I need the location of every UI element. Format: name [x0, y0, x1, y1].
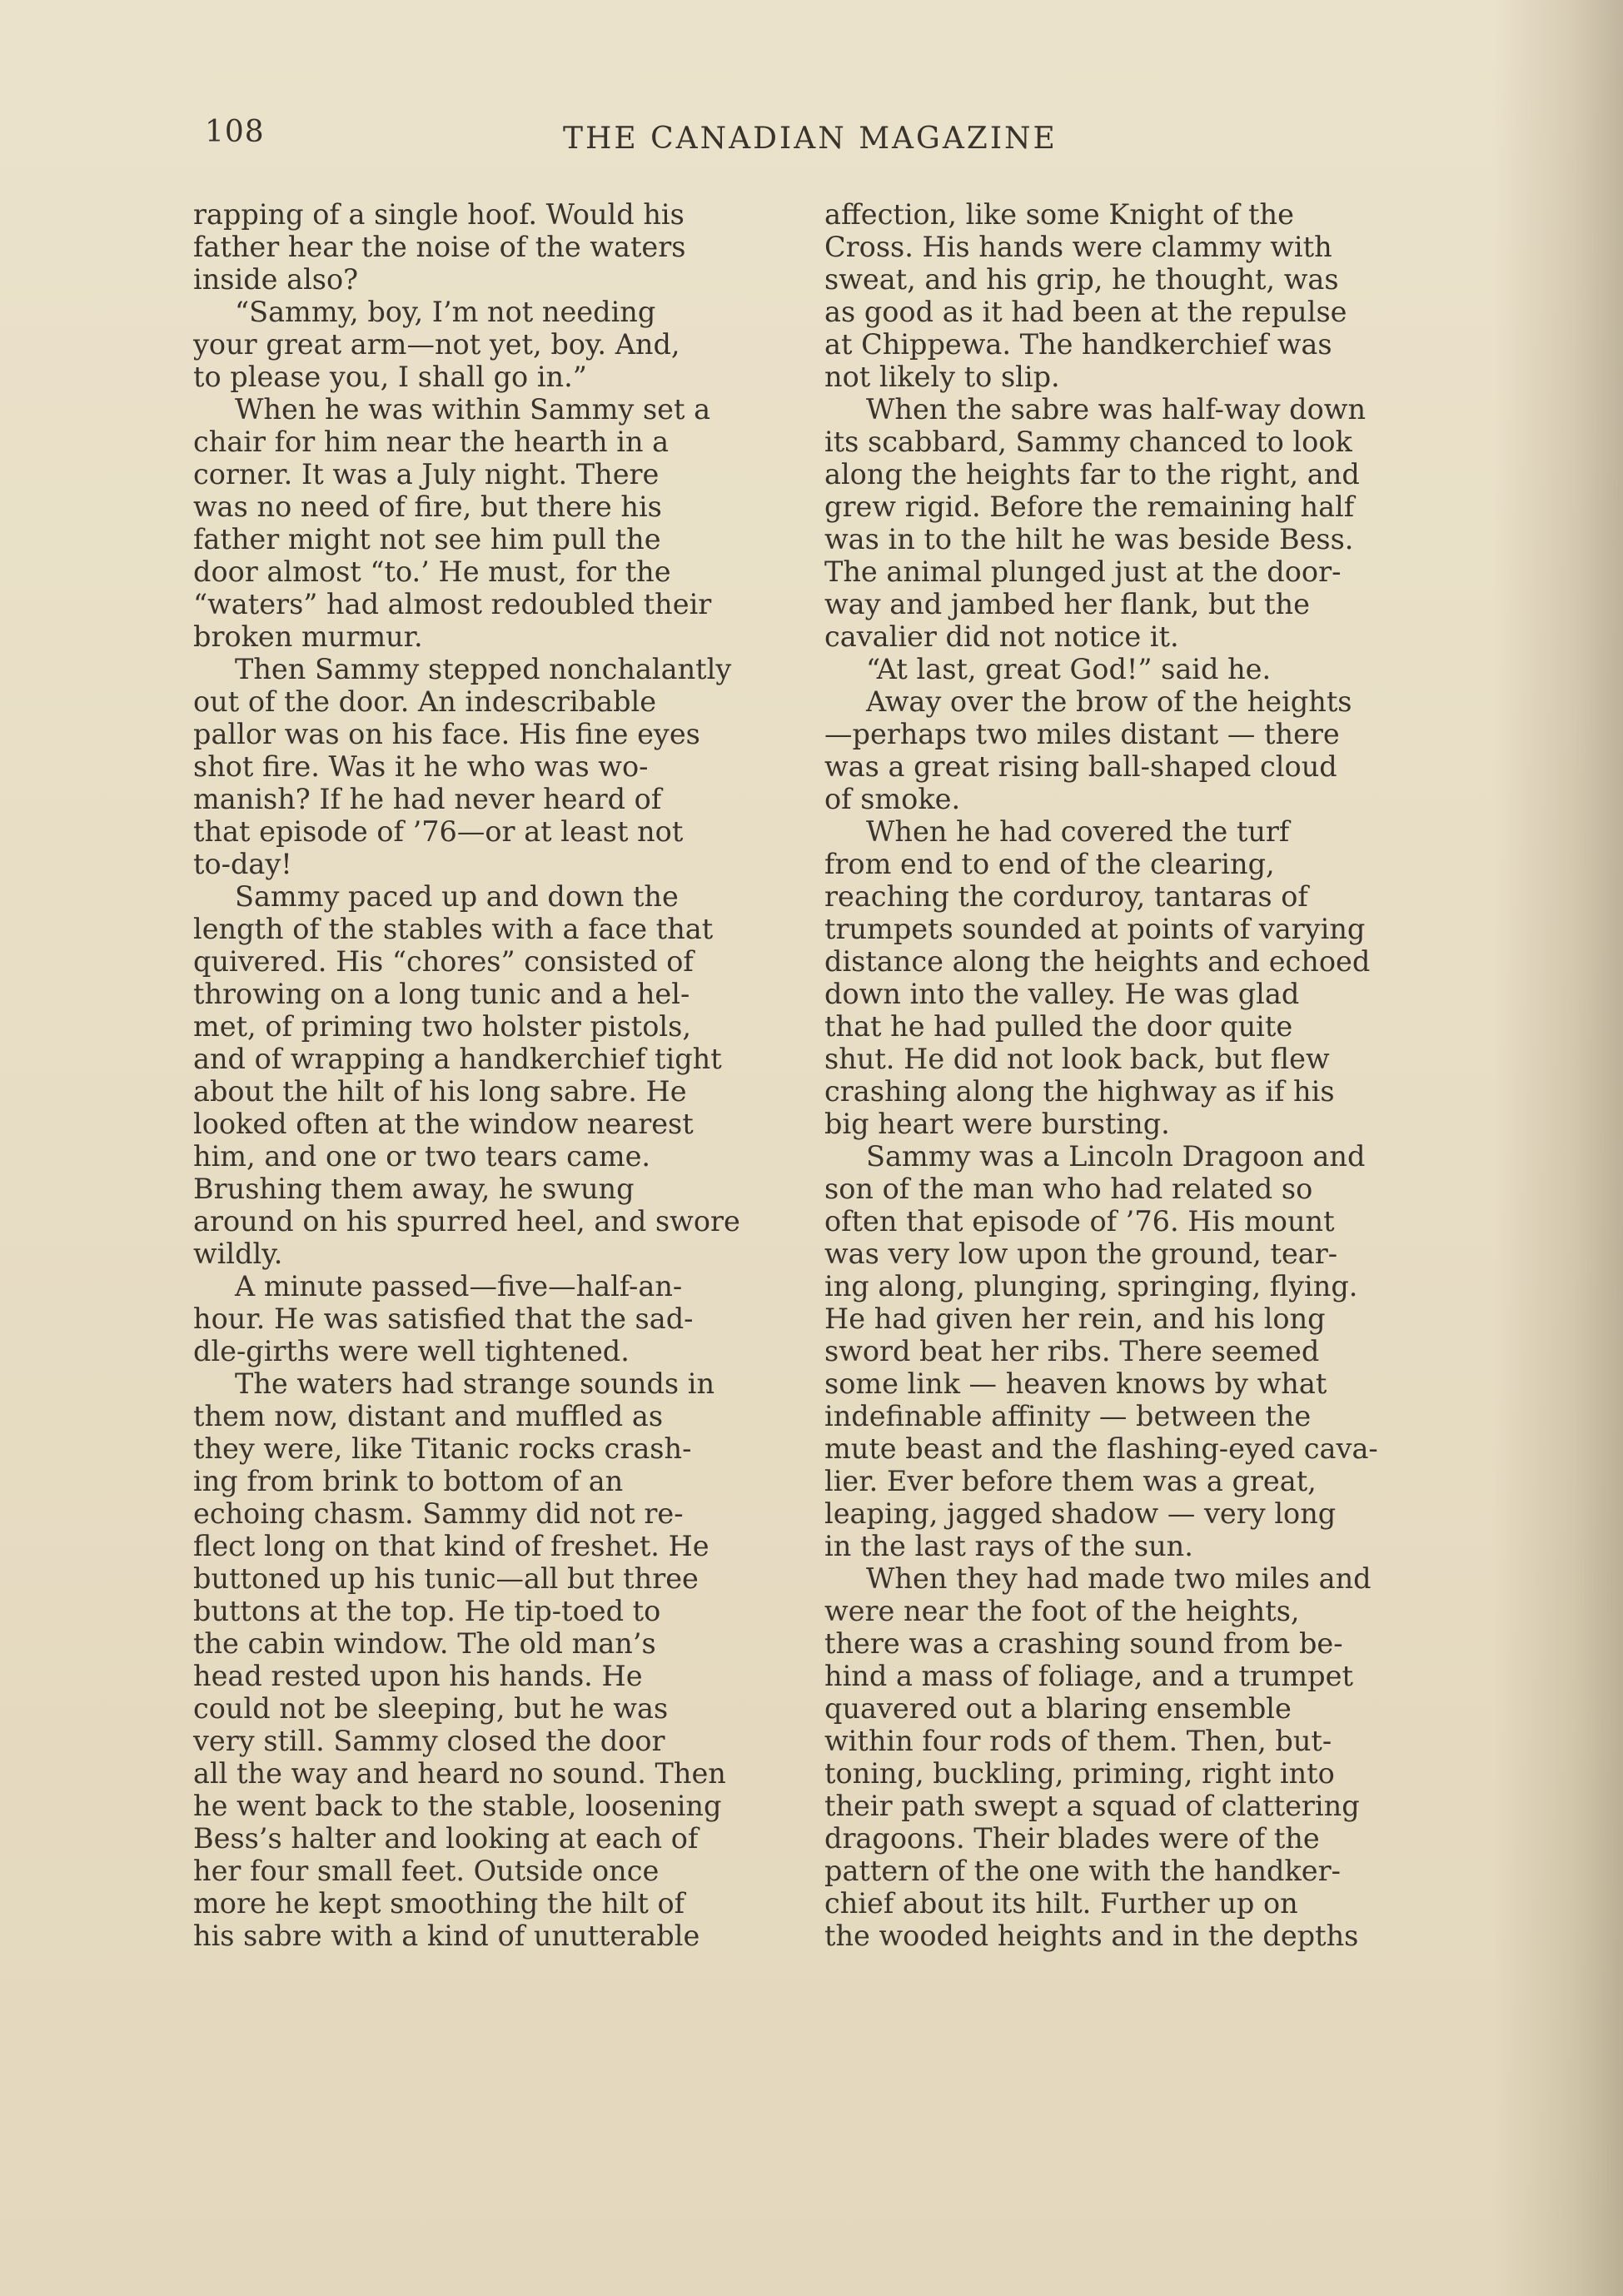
text-line: some link — heaven knows by what	[824, 1367, 1327, 1400]
text-line: to please you, I shall go in.”	[193, 361, 587, 393]
text-line: echoing chasm. Sammy did not re-	[193, 1497, 684, 1530]
text-line: of smoke.	[824, 783, 961, 815]
text-line: Cross. His hands were clammy with	[824, 231, 1332, 263]
paragraph	[824, 198, 1407, 393]
text-line: at Chippewa. The handkerchief was	[824, 328, 1332, 361]
text-line: the wooded heights and in the depths	[824, 1920, 1359, 1952]
text-line: looked often at the window nearest	[193, 1108, 694, 1140]
text-line: son of the man who had related so	[824, 1173, 1313, 1205]
text-line: length of the stables with a face that	[193, 913, 714, 945]
paragraph	[193, 880, 793, 1270]
text-line: hour. He was satisfied that the sad-	[193, 1302, 694, 1335]
text-line: cavalier did not notice it.	[824, 620, 1179, 653]
text-line: Sammy was a Lincoln Dragoon and	[866, 1140, 1366, 1173]
text-line: quivered. His “chores” consisted of	[193, 945, 694, 978]
text-line: Then Sammy stepped nonchalantly	[235, 653, 732, 685]
text-line: was very low upon the ground, tear-	[824, 1238, 1338, 1270]
text-line: distance along the heights and echoed	[824, 945, 1371, 978]
text-line: throwing on a long tunic and a hel-	[193, 978, 690, 1010]
text-line: ing along, plunging, springing, flying.	[824, 1270, 1358, 1302]
text-line: about the hilt of his long sabre. He	[193, 1075, 687, 1108]
text-line: crashing along the highway as if his	[824, 1075, 1335, 1108]
page-header	[205, 115, 1071, 165]
text-line: sword beat her ribs. There seemed	[824, 1335, 1320, 1367]
text-line: were near the foot of the heights,	[824, 1595, 1300, 1627]
text-line: manish? If he had never heard of	[193, 783, 662, 815]
right-text-column	[824, 198, 1407, 1952]
text-line: he went back to the stable, loosening	[193, 1790, 722, 1822]
text-line: out of the door. An indescribable	[193, 685, 657, 718]
text-line: in the last rays of the sun.	[824, 1530, 1193, 1562]
text-line: The waters had strange sounds in	[235, 1367, 715, 1400]
running-title: THE CANADIAN MAGAZINE	[563, 122, 1058, 156]
text-line: very still. Sammy closed the door	[193, 1725, 665, 1757]
text-line: his sabre with a kind of unutterable	[193, 1920, 700, 1952]
text-line: mute beast and the flashing-eyed cava-	[824, 1432, 1378, 1465]
text-line: and of wrapping a handkerchief tight	[193, 1043, 722, 1075]
text-line: buttons at the top. He tip-toed to	[193, 1595, 661, 1627]
text-line: chief about its hilt. Further up on	[824, 1887, 1298, 1920]
text-line: “Sammy, boy, I’m not needing	[235, 296, 656, 328]
text-line: grew rigid. Before the remaining half	[824, 491, 1355, 523]
text-line: When the sabre was half-way down	[866, 393, 1367, 426]
text-line: inside also?	[193, 263, 359, 296]
text-line: that episode of ’76—or at least not	[193, 815, 684, 848]
text-line: to-day!	[193, 848, 292, 880]
text-line: hind a mass of foliage, and a trumpet	[824, 1660, 1353, 1692]
text-line: could not be sleeping, but he was	[193, 1692, 669, 1725]
text-line: from end to end of the clearing,	[824, 848, 1275, 880]
text-line: door almost “to.’ He must, for the	[193, 555, 671, 588]
text-line: shot fire. Was it he who was wo-	[193, 750, 649, 783]
text-line: met, of priming two holster pistols,	[193, 1010, 691, 1043]
text-line: pallor was on his face. His fine eyes	[193, 718, 700, 750]
text-line: affection, like some Knight of the	[824, 198, 1294, 231]
text-line: flect long on that kind of freshet. He	[193, 1530, 709, 1562]
text-line: A minute passed—five—half-an-	[235, 1270, 683, 1302]
paragraph	[193, 198, 793, 296]
text-line: they were, like Titanic rocks crash-	[193, 1432, 692, 1465]
text-line: along the heights far to the right, and	[824, 458, 1360, 491]
text-line: as good as it had been at the repulse	[824, 296, 1347, 328]
text-line: around on his spurred heel, and swore	[193, 1205, 740, 1238]
paragraph	[824, 815, 1407, 1140]
text-line: buttoned up his tunic—all but three	[193, 1562, 699, 1595]
text-line: ing from brink to bottom of an	[193, 1465, 624, 1497]
text-line: pattern of the one with the handker-	[824, 1855, 1341, 1887]
text-line: down into the valley. He was glad	[824, 978, 1300, 1010]
text-line: —perhaps two miles distant — there	[824, 718, 1340, 750]
text-line: “At last, great God!” said he.	[866, 653, 1272, 685]
text-line: He had given her rein, and his long	[824, 1302, 1326, 1335]
text-line: lier. Ever before them was a great,	[824, 1465, 1317, 1497]
paragraph	[824, 685, 1407, 815]
text-line: leaping, jagged shadow — very long	[824, 1497, 1337, 1530]
text-line: her four small feet. Outside once	[193, 1855, 660, 1887]
text-line: Brushing them away, he swung	[193, 1173, 635, 1205]
text-line: its scabbard, Sammy chanced to look	[824, 426, 1352, 458]
paragraph	[824, 393, 1407, 653]
text-line: toning, buckling, priming, right into	[824, 1757, 1335, 1790]
text-line: rapping of a single hoof. Would his	[193, 198, 685, 231]
text-line: trumpets sounded at points of varying	[824, 913, 1366, 945]
left-text-column	[193, 198, 793, 1952]
text-line: reaching the corduroy, tantaras of	[824, 880, 1308, 913]
text-line: shut. He did not look back, but flew	[824, 1043, 1330, 1075]
text-line: Away over the brow of the heights	[866, 685, 1352, 718]
text-line: dragoons. Their blades were of the	[824, 1822, 1320, 1855]
text-line: there was a crashing sound from be-	[824, 1627, 1343, 1660]
text-line: that he had pulled the door quite	[824, 1010, 1293, 1043]
text-line: not likely to slip.	[824, 361, 1060, 393]
text-line: broken murmur.	[193, 620, 423, 653]
text-line: dle-girths were well tightened.	[193, 1335, 630, 1367]
paragraph	[193, 1270, 793, 1367]
text-line: was no need of fire, but there his	[193, 491, 662, 523]
text-line: way and jambed her flank, but the	[824, 588, 1310, 620]
text-line: the cabin window. The old man’s	[193, 1627, 656, 1660]
text-line: him, and one or two tears came.	[193, 1140, 651, 1173]
paragraph	[824, 1562, 1407, 1952]
text-line: father might not see him pull the	[193, 523, 661, 555]
text-line: within four rods of them. Then, but-	[824, 1725, 1332, 1757]
paragraph	[824, 1140, 1407, 1562]
text-line: When he had covered the turf	[866, 815, 1290, 848]
paragraph	[193, 1367, 793, 1952]
text-line: quavered out a blaring ensemble	[824, 1692, 1292, 1725]
text-line: When he was within Sammy set a	[235, 393, 711, 426]
paragraph	[824, 653, 1407, 685]
text-line: When they had made two miles and	[866, 1562, 1372, 1595]
text-line: them now, distant and muffled as	[193, 1400, 664, 1432]
text-line: indefinable affinity — between the	[824, 1400, 1312, 1432]
text-line: more he kept smoothing the hilt of	[193, 1887, 685, 1920]
page-number: 108	[205, 115, 265, 149]
paragraph	[193, 653, 793, 880]
text-line: The animal plunged just at the door-	[824, 555, 1342, 588]
text-line: often that episode of ’76. His mount	[824, 1205, 1335, 1238]
text-line: “waters” had almost redoubled their	[193, 588, 712, 620]
text-line: Bess’s halter and looking at each of	[193, 1822, 699, 1855]
text-line: their path swept a squad of clattering	[824, 1790, 1360, 1822]
paragraph	[193, 296, 793, 393]
text-line: all the way and heard no sound. Then	[193, 1757, 726, 1790]
text-line: was in to the hilt he was beside Bess.	[824, 523, 1354, 555]
text-line: head rested upon his hands. He	[193, 1660, 643, 1692]
text-line: your great arm—not yet, boy. And,	[193, 328, 680, 361]
text-line: Sammy paced up and down the	[235, 880, 679, 913]
text-line: wildly.	[193, 1238, 283, 1270]
text-line: was a great rising ball-shaped cloud	[824, 750, 1337, 783]
text-line: corner. It was a July night. There	[193, 458, 660, 491]
text-line: sweat, and his grip, he thought, was	[824, 263, 1339, 296]
text-line: chair for him near the hearth in a	[193, 426, 670, 458]
text-line: big heart were bursting.	[824, 1108, 1170, 1140]
paragraph	[193, 393, 793, 653]
text-line: father hear the noise of the waters	[193, 231, 686, 263]
